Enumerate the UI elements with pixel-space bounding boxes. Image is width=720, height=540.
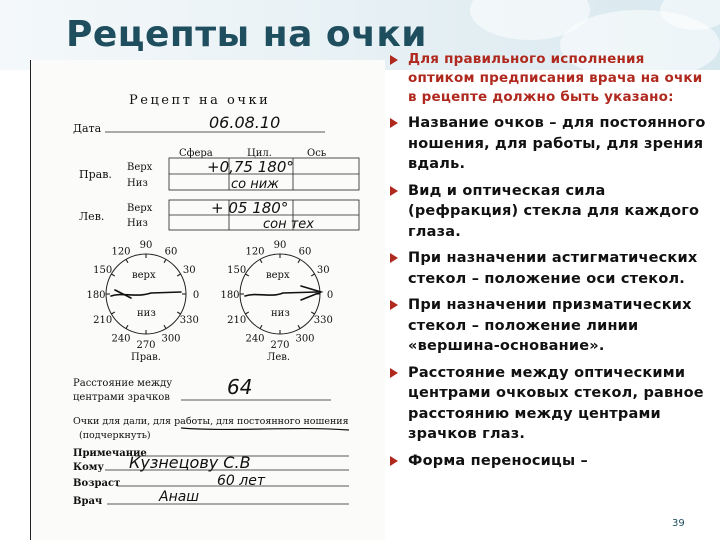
to-value: Кузнецову С.В: [129, 453, 251, 472]
bullet-item: [390, 113, 710, 175]
bullet-intro: [390, 50, 710, 107]
slide-title: Рецепты на очки: [66, 14, 428, 55]
bullet-item: [390, 181, 710, 243]
to-label: Кому: [73, 462, 104, 473]
right-top-value: +0,75 180°: [207, 158, 294, 176]
bullet-text: При назначении астигматических стекол – положение оси стекол.: [408, 250, 698, 287]
dial-right-tick-label: 180: [86, 290, 106, 301]
bullet-text: При назначении призматических стекол – положение линии «вершина-основание».: [408, 297, 692, 354]
bullet-arrow-icon: [390, 368, 398, 378]
use-label-2: (подчеркнуть): [79, 430, 151, 441]
dial-right-tick-label: 30: [182, 265, 196, 276]
doctor-label: Врач: [73, 496, 103, 507]
date-label: Дата: [73, 122, 102, 135]
dial-left-bottom: низ: [271, 308, 290, 319]
doctor-value: Анаш: [159, 489, 200, 505]
dial-right-tick-label: 90: [139, 240, 153, 251]
dial-left-tick-label: 330: [313, 315, 333, 326]
form-heading: Рецепт на очки: [129, 93, 271, 108]
bullet-arrow-icon: [390, 456, 398, 466]
note-label: Примечание: [73, 448, 147, 459]
col-axis: Ось: [307, 148, 327, 159]
age-value: 60 лет: [217, 473, 265, 489]
dial-left-top: верх: [266, 270, 290, 281]
bullet-arrow-icon: [390, 300, 398, 310]
dial-left-tick-label: 210: [227, 315, 247, 326]
dial-right-bottom: низ: [137, 308, 156, 319]
pd-value: 64: [227, 375, 253, 399]
col-cyl: Цил.: [247, 148, 272, 159]
bullet-item: [390, 295, 710, 357]
pd-label-2: центрами зрачков: [73, 392, 170, 403]
dial-right-tick-label: 0: [192, 290, 200, 301]
right-eye-label: Прав.: [79, 168, 112, 181]
dial-right-tick-label: 150: [93, 265, 113, 276]
bullet-arrow-icon: [390, 186, 398, 196]
dial-axis-marks: [111, 286, 321, 300]
dial-left-tick-label: 150: [227, 265, 247, 276]
pd-label-1: Расстояние между: [73, 378, 173, 389]
bullet-arrow-icon: [390, 253, 398, 263]
dial-right-tick-label: 120: [111, 246, 131, 258]
dial-right-tick-label: 270: [136, 340, 156, 351]
date-value: 06.08.10: [209, 113, 281, 132]
page-number: 39: [672, 518, 685, 529]
right-bottom-value: со ниж: [231, 177, 279, 192]
left-eye-label: Лев.: [79, 210, 105, 223]
dial-tick-labels: [86, 240, 333, 351]
left-bottom-label: Низ: [127, 218, 148, 229]
dial-left-tick-label: 270: [270, 340, 290, 351]
bullet-text: Название очков – для постоянного ношения, для работы, для зрения вдаль.: [408, 115, 706, 172]
left-top-value: + 05 180°: [211, 199, 289, 217]
dial-right-tick-label: 330: [179, 315, 199, 326]
dial-right-tick-label: 240: [111, 333, 131, 345]
use-underline: [181, 428, 349, 430]
bullet-arrow-icon: [390, 55, 398, 65]
dial-left-tick-label: 300: [295, 333, 315, 345]
bullet-arrow-icon: [390, 118, 398, 128]
dial-right-top: верх: [132, 270, 156, 281]
bullet-list: [390, 50, 710, 477]
bullet-item: [390, 363, 710, 445]
right-top-label: Верх: [127, 162, 153, 173]
bullet-item: [390, 451, 710, 472]
prescription-form: [31, 60, 385, 540]
bullet-item: [390, 248, 710, 289]
dial-left-tick-label: 30: [316, 265, 330, 276]
age-label: Возраст: [73, 478, 121, 489]
dial-left-tick-label: 180: [220, 290, 240, 301]
bullet-text: Форма переносицы –: [408, 452, 588, 469]
dial-left-tick-label: 0: [326, 290, 334, 301]
dial-left-tick-label: 60: [298, 246, 312, 258]
col-sphere: Сфера: [179, 148, 213, 159]
dial-left-tick-label: 240: [245, 333, 265, 345]
dial-right-tick-label: 60: [164, 246, 178, 258]
right-bottom-label: Низ: [127, 178, 148, 189]
dial-left-tick-label: 120: [245, 246, 265, 258]
left-top-label: Верх: [127, 203, 153, 214]
bullet-text: Расстояние между оптическими центрами очковых стекол, равное расстоянию между центрами зрачков глаз.: [408, 364, 704, 442]
bullet-text: Вид и оптическая сила (рефракция) стекла для каждого глаза.: [408, 182, 700, 240]
dial-right-tick-label: 210: [93, 315, 113, 326]
use-label-1: Очки для дали, для работы, для постоянного ношения: [73, 416, 349, 427]
dial-right-caption: Прав.: [131, 352, 161, 363]
bullet-text: Для правильного исполнения оптиком предписания врача на очки в рецепте должно быть указано:: [408, 51, 703, 105]
dial-right-tick-label: 300: [161, 333, 181, 345]
prescription-form-scan: [30, 60, 385, 540]
left-bottom-value: сон тех: [263, 217, 314, 232]
dial-left-tick-label: 90: [273, 240, 287, 251]
dial-left-caption: Лев.: [267, 352, 291, 363]
